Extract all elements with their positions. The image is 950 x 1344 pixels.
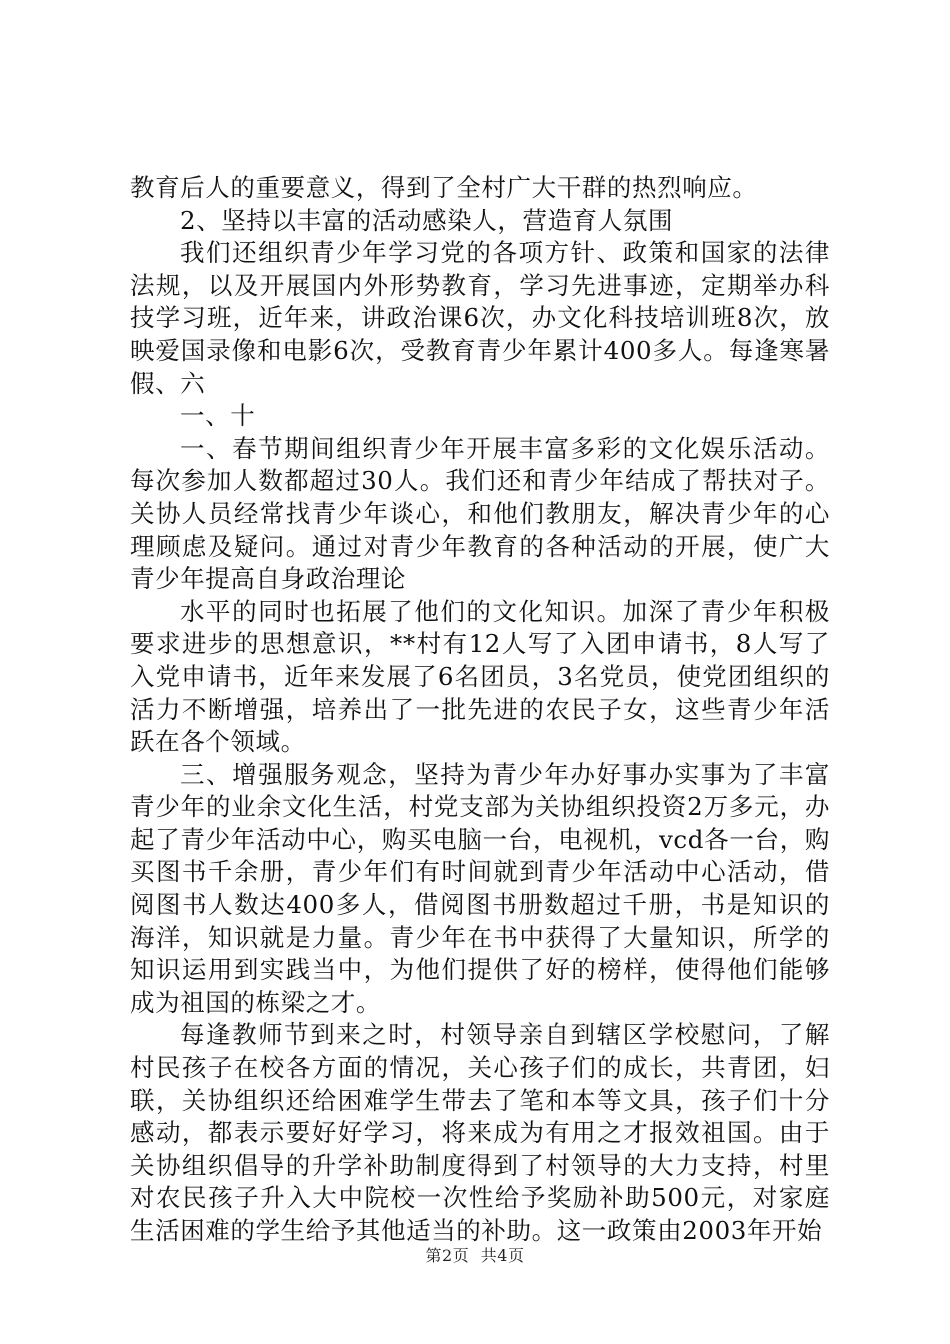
paragraph: 水平的同时也拓展了他们的文化知识。加深了青少年积极要求进步的思想意识，**村有12人写了入团申请书，8人写了入党申请书，近年来发展了6名团员，3名党员，使党团组织的活力不断增强，培养出了一批先进的农民子女，这些青少年活跃在各个领域。: [130, 596, 830, 757]
paragraph: 一、春节期间组织青少年开展丰富多彩的文化娱乐活动。每次参加人数都超过30人。我们还和青少年结成了帮扶对子。关协人员经常找青少年谈心，和他们教朋友，解决青少年的心理顾虑及疑问。通过对青少年教育的各种活动的开展，使广大青少年提高自身政治理论: [130, 433, 830, 594]
paragraph: 三、增强服务观念，坚持为青少年办好事办实事为了丰富青少年的业余文化生活，村党支部为关协组织投资2万多元，办起了青少年活动中心，购买电脑一台，电视机，vcd各一台，购买图书千余册，青少年们有时间就到青少年活动中心活动，借阅图书人数达400多人，借阅图书册数超过千册，书是知识的海洋，知识就是力量。青少年在书中获得了大量知识，所学的知识运用到实践当中，为他们提供了好的榜样，使得他们能够成为祖国的栋梁之才。: [130, 759, 830, 1017]
section-heading: 2、坚持以丰富的活动感染人，营造育人氛围: [180, 205, 674, 235]
document-body: [130, 172, 830, 1248]
paragraph-continuation: 教育后人的重要意义，得到了全村广大干群的热烈响应。: [130, 173, 758, 202]
page-total: 共4页: [480, 1246, 525, 1265]
paragraph: 一、十: [180, 401, 256, 431]
paragraph: 每逢教师节到来之时，村领导亲自到辖区学校慰问，了解村民孩子在校各方面的情况，关心孩子们的成长，共青团，妇联，关协组织还给困难学生带去了笔和本等文具，孩子们十分感动，都表示要好好学习，将来成为有用之才报效祖国。由于关协组织倡导的升学补助制度得到了村领导的大力支持，村里对农民孩子升入大中院校一次性给予奖励补助500元，对家庭生活困难的学生给予其他适当的补助。这一政策由2003年开始: [130, 1020, 830, 1245]
page-footer: [0, 1243, 950, 1266]
paragraph: 我们还组织青少年学习党的各项方针、政策和国家的法律法规，以及开展国内外形势教育，学习先进事迹，定期举办科技学习班，近年来，讲政治课6次，办文化科技培训班8次，放映爱国录像和电影6次，受教育青少年累计400多人。每逢寒暑假、六: [130, 238, 830, 398]
page-number: 第2页: [425, 1246, 470, 1265]
